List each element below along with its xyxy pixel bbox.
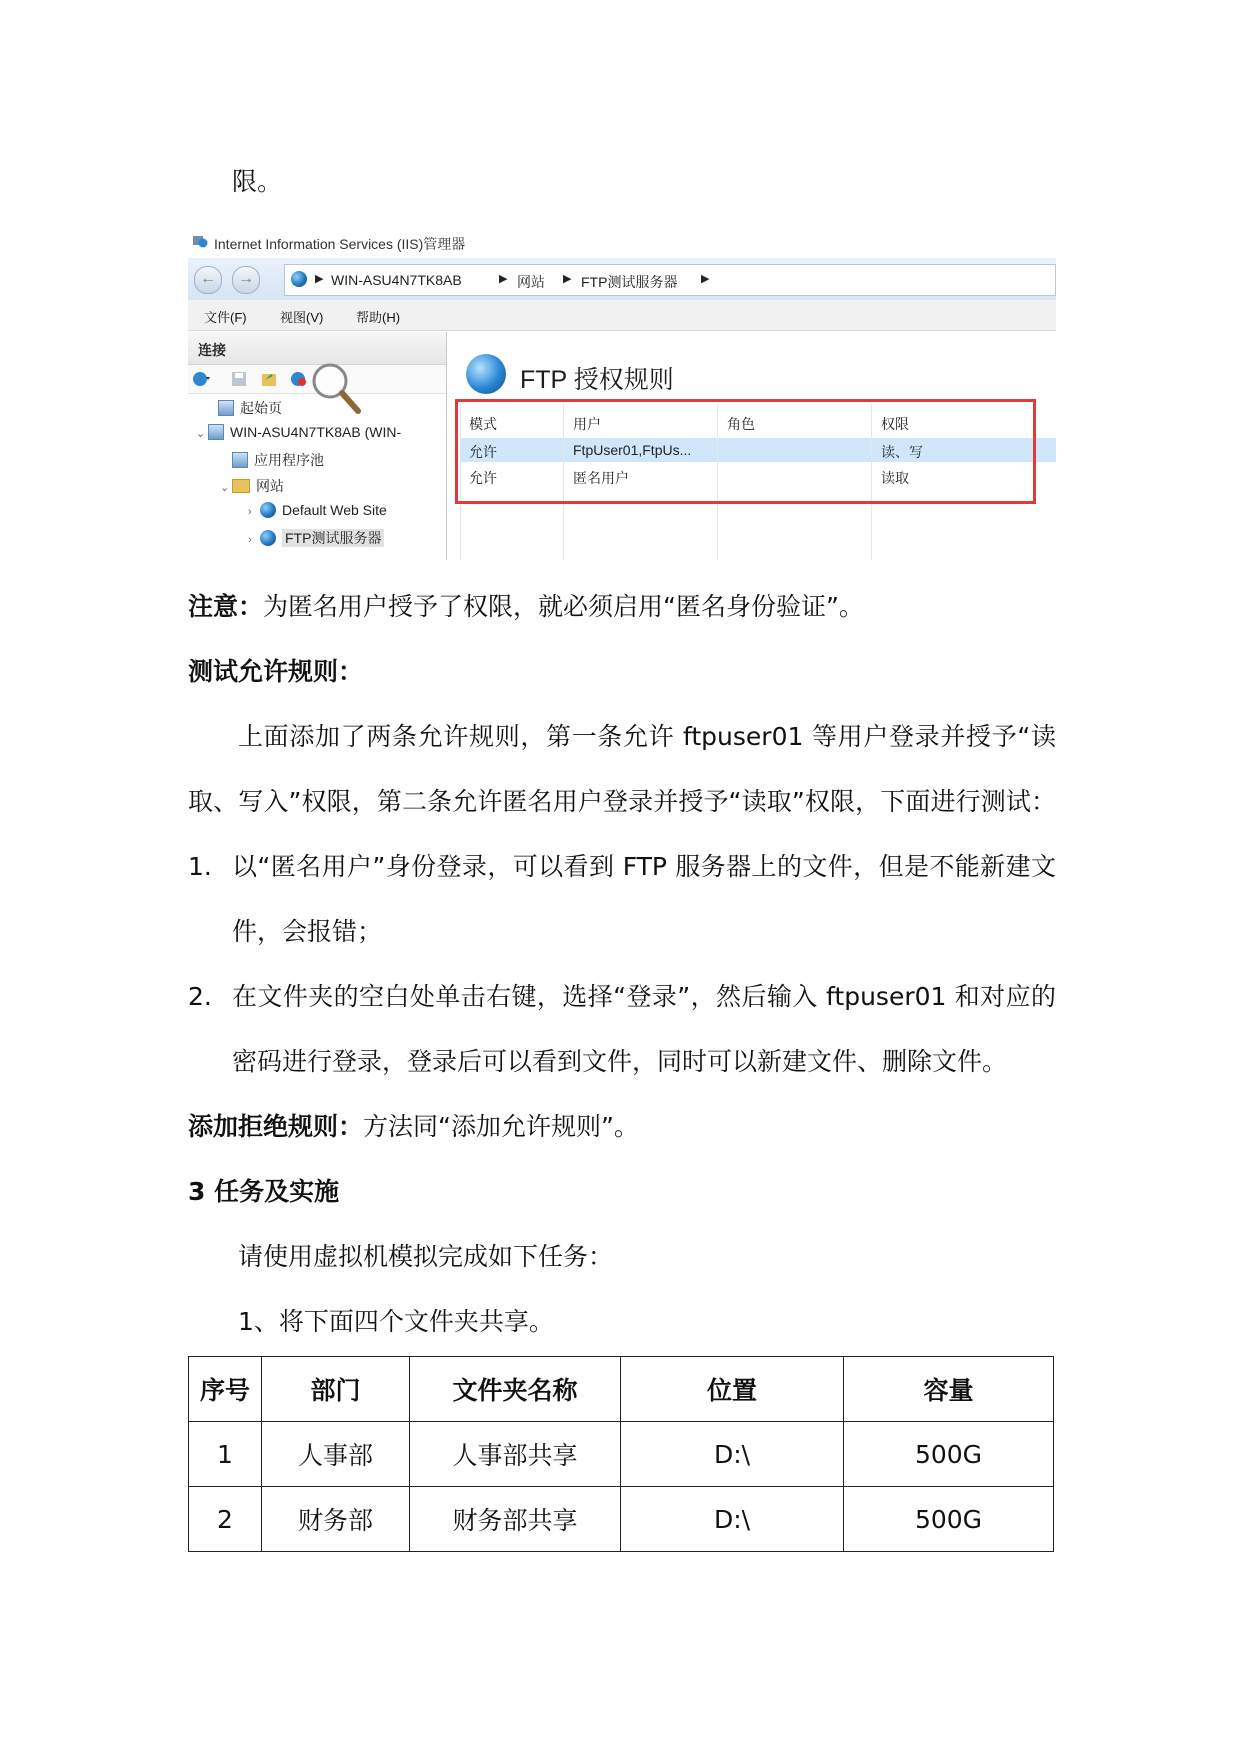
list-item-text: 以“匿名用户”身份登录，可以看到 FTP 服务器上的文件，但是不能新建文	[232, 852, 1056, 881]
paragraph-line: 取、写入”权限，第二条允许匿名用户登录并授予“读取”权限，下面进行测试：	[188, 787, 1056, 816]
list-item-text: 在文件夹的空白处单击右键，选择“登录”，然后输入 ftpuser01 和对应的	[232, 982, 1056, 1011]
cell-department: 人事部	[262, 1422, 410, 1487]
save-icon[interactable]	[230, 370, 248, 388]
note-label: 注意：	[188, 592, 264, 621]
column-header-user[interactable]: 用户	[573, 416, 601, 432]
table-header-row	[189, 1357, 1054, 1422]
note-paragraph	[188, 591, 864, 623]
app-pool-icon	[232, 452, 248, 468]
breadcrumb-item-ftp-server[interactable]: FTP测试服务器	[581, 274, 678, 290]
feature-title: FTP 授权规则	[520, 366, 674, 394]
globe-icon	[260, 530, 276, 546]
deny-rule-paragraph	[188, 1111, 639, 1143]
breadcrumb-item-sites[interactable]: 网站	[517, 274, 545, 290]
folder-icon	[232, 479, 250, 493]
tree-item-sites[interactable]	[220, 476, 284, 496]
globe-icon	[260, 502, 276, 518]
tree-item-app-pools[interactable]	[232, 450, 324, 470]
highlight-box	[455, 399, 1036, 504]
column-header-permission[interactable]: 权限	[881, 416, 909, 432]
breadcrumb-item-server[interactable]: WIN-ASU4N7TK8AB	[331, 272, 462, 288]
tree-label: Default Web Site	[282, 502, 387, 518]
window-titlebar	[188, 226, 1056, 259]
cell-mode: 允许	[469, 444, 497, 460]
paragraph-fragment: 限。	[232, 167, 283, 196]
cell-permission: 读取	[881, 470, 909, 486]
cell-department: 财务部	[262, 1487, 410, 1552]
refresh-icon[interactable]	[260, 370, 278, 388]
paragraph-line: 上面添加了两条允许规则，第一条允许 ftpuser01 等用户登录并授予“读	[238, 722, 1056, 751]
iis-manager-screenshot	[188, 226, 1056, 560]
cell-capacity: 500G	[844, 1487, 1054, 1552]
breadcrumb-separator: ▶	[701, 273, 710, 285]
chevron-right-icon[interactable]: ›	[248, 534, 252, 546]
section-heading: 3 任务及实施	[188, 1177, 340, 1206]
header-location: 位置	[621, 1357, 844, 1422]
window-title: Internet Information Services (IIS)管理器	[214, 236, 466, 252]
tree-item-start-page[interactable]	[218, 398, 282, 418]
header-department: 部门	[262, 1357, 410, 1422]
start-page-icon	[218, 400, 234, 416]
connect-icon[interactable]	[192, 370, 212, 388]
table-row	[189, 1487, 1054, 1552]
back-button[interactable]: ←	[194, 266, 222, 294]
cell-user: FtpUser01,FtpUs...	[573, 442, 692, 458]
cell-index: 2	[189, 1487, 262, 1552]
list-item-text: 密码进行登录，登录后可以看到文件，同时可以新建文件、删除文件。	[232, 1047, 1008, 1076]
header-capacity: 容量	[844, 1357, 1054, 1422]
list-item-number: 2.	[188, 982, 212, 1011]
note-text: 为匿名用户授予了权限，就必须启用“匿名身份验证”。	[263, 592, 864, 621]
forward-button[interactable]: →	[232, 266, 260, 294]
cell-location: D:\	[621, 1422, 844, 1487]
chevron-right-icon[interactable]: ›	[248, 506, 252, 518]
menu-help[interactable]: 帮助(H)	[356, 310, 401, 325]
feature-panel	[448, 332, 1056, 560]
shared-folders-table	[188, 1356, 1054, 1552]
tree-label: 网站	[256, 478, 284, 494]
menu-file[interactable]: 文件(F)	[204, 310, 247, 325]
column-header-mode[interactable]: 模式	[469, 416, 497, 432]
list-item-text: 件，会报错；	[232, 917, 383, 946]
tree-label-selected: FTP测试服务器	[282, 529, 384, 547]
address-bar	[188, 258, 1056, 301]
server-icon	[208, 424, 224, 440]
ftp-globe-icon	[466, 354, 506, 394]
tree-item-server[interactable]	[196, 424, 401, 440]
cell-index: 1	[189, 1422, 262, 1487]
iis-app-icon	[192, 233, 208, 249]
breadcrumb-separator: ▶	[563, 273, 572, 285]
connections-title-text: 连接	[198, 342, 226, 358]
header-folder-name: 文件夹名称	[410, 1357, 621, 1422]
globe-icon	[291, 271, 307, 287]
chevron-down-icon[interactable]: ⌄	[220, 482, 230, 494]
breadcrumb[interactable]	[284, 264, 1056, 296]
header-index: 序号	[189, 1357, 262, 1422]
connections-toolbar	[188, 365, 446, 394]
breadcrumb-separator: ▶	[499, 273, 508, 285]
heading-test-allow-rules: 测试允许规则：	[188, 657, 364, 686]
tree-item-ftp-server[interactable]	[248, 528, 384, 548]
tree-label: 应用程序池	[254, 452, 324, 468]
cell-folder-name: 人事部共享	[410, 1422, 621, 1487]
cell-folder-name: 财务部共享	[410, 1487, 621, 1552]
cell-mode: 允许	[469, 470, 497, 486]
deny-label: 添加拒绝规则：	[188, 1112, 364, 1141]
task-intro: 请使用虚拟机模拟完成如下任务：	[238, 1242, 614, 1271]
tree-label: WIN-ASU4N7TK8AB (WIN-	[230, 424, 402, 440]
tree-label: 起始页	[240, 400, 282, 416]
list-item-number: 1.	[188, 852, 212, 881]
table-row	[189, 1422, 1054, 1487]
column-header-role[interactable]: 角色	[727, 416, 755, 432]
task-item: 1、将下面四个文件夹共享。	[238, 1307, 554, 1336]
connections-panel	[188, 332, 447, 560]
cell-capacity: 500G	[844, 1422, 1054, 1487]
magnifier-icon	[306, 359, 366, 419]
breadcrumb-separator: ▶	[315, 273, 324, 285]
deny-text: 方法同“添加允许规则”。	[363, 1112, 639, 1141]
chevron-down-icon[interactable]: ⌄	[196, 428, 206, 440]
menu-bar	[188, 300, 1056, 331]
cell-user: 匿名用户	[573, 470, 629, 486]
tree-item-default-web-site[interactable]	[248, 502, 387, 518]
cell-location: D:\	[621, 1487, 844, 1552]
cell-permission: 读、写	[881, 444, 923, 460]
menu-view[interactable]: 视图(V)	[280, 310, 324, 325]
